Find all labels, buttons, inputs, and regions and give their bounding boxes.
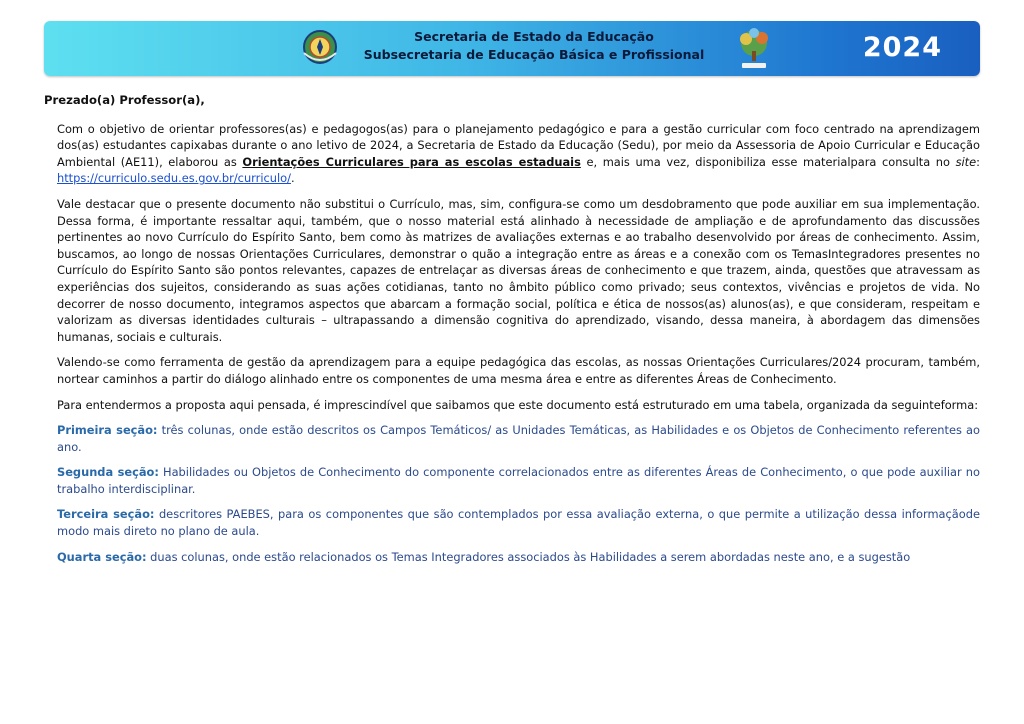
section-label: Quarta seção: [57, 549, 147, 564]
section-text: duas colunas, onde estão relacionados os Temas Integradores associados às Habilidades a serem abordadas neste ano, e a sugestão [146, 549, 911, 564]
paragraph-implementation: Vale destacar que o presente documento não substitui o Currículo, mas, sim, configura-se como um desdobramento que pode auxiliar em sua implementação. Dessa forma, é importante ressaltar aqui, também, que o nosso material está alinhado à necessidade de ampliação e de aprofundamento das discussões pertinentes ao novo Currículo do Espírito Santo, bem como às matrizes de avaliações externas e ao trabalho desenvolvido por áreas de conhecimento. Assim, buscamos, ao longo de nossas Orientações Curriculares, demonstrar o quão a integração entre as áreas e a conexão com os TemasIntegradores presentes no Currículo do Espírito Santo são pontos relevantes, capazes de entrelaçar as diversas áreas de conhecimento e que trazem, ainda, questões que atravessam as experiências dos sujeitos, considerando as suas ações cotidianas, tanto no âmbito público como privado; seus contextos, vivências e projetos de vida. No decorrer de nosso documento, integramos aspectos que abarcam a formação social, política e ética de nossos(as) alunos(as), e que consideram, respeitam e valorizam as diversas identidades culturais – ultrapassando a dimensão cognitiva do aprendizado, visando, dessa maneira, à abordagem das dimensões humanas, sociais e culturais. [57, 196, 980, 344]
site-word: site [955, 154, 977, 169]
intro-colon: : [976, 154, 980, 169]
section-label: Terceira seção: [57, 507, 155, 522]
state-coat-of-arms-icon [300, 27, 340, 67]
paragraph-structure: Para entendermos a proposta aqui pensada, é imprescindível que saibamos que este documento está estruturado em uma tabela, organizada da seguinteforma: [57, 397, 979, 412]
section-text: descritores PAEBES, para os componentes que são contemplados por essa avaliação externa, o que permite a utilização dessa informaçãode modo mais direto no plano de aula. [57, 507, 980, 539]
section-text: três colunas, onde estão descritos os Campos Temáticos/ as Unidades Temáticas, as Habilidades e os Objetos de Conhecimento referentes ao ano. [57, 423, 980, 454]
intro-text-continued: e, mais uma vez, disponibiliza esse materialpara consulta no [580, 154, 956, 169]
greeting: Prezado(a) Professor(a), [44, 93, 205, 107]
ae11-logo-icon [732, 25, 776, 71]
section-third [57, 506, 980, 539]
paragraph-management: Valendo-se como ferramenta de gestão da aprendizagem para a equipe pedagógica das escolas, as nossas Orientações Curriculares/2024 procuram, também, nortear caminhos a partir do diálogo alinhado entre os componentes de uma mesma área e entre as diferentes Áreas de Conhecimento. [57, 355, 980, 386]
curriculo-link[interactable]: https://curriculo.sedu.es.gov.br/curriculo/ [57, 171, 291, 186]
section-label: Segunda seção: [57, 465, 159, 480]
section-text: Habilidades ou Objetos de Conhecimento do componente correlacionados entre as diferentes Áreas de Conhecimento, o que pode auxiliar no trabalho interdisciplinar. [57, 465, 980, 496]
paragraph-intro [57, 121, 980, 187]
section-label: Primeira seção: [57, 423, 158, 438]
section-second [57, 464, 980, 497]
header-title-line2: Subsecretaria de Educação Básica e Profissional [363, 47, 705, 62]
intro-end: . [290, 171, 295, 186]
header-titles [344, 28, 724, 64]
header-title-line1: Secretaria de Estado da Educação [414, 29, 654, 44]
section-fourth [57, 549, 980, 566]
header-banner [44, 21, 980, 76]
section-first [57, 422, 980, 455]
document-body [44, 92, 980, 574]
header-year: 2024 [862, 32, 942, 63]
orientacoes-title: Orientações Curriculares para as escolas estaduais [242, 154, 581, 169]
intro-text: Com o objetivo de orientar professores(as) e pedagogos(as) para o planejamento pedagógico e para a gestão curricular com foco centrado na aprendizagem dos(as) estudantes capixabas durante o ano letivo de 2024, a Secretaria de Estado da Educação (Sedu), por meio da Assessoria de Apoio Curricular e Educação Ambiental (AE11), elaborou as [57, 121, 980, 169]
